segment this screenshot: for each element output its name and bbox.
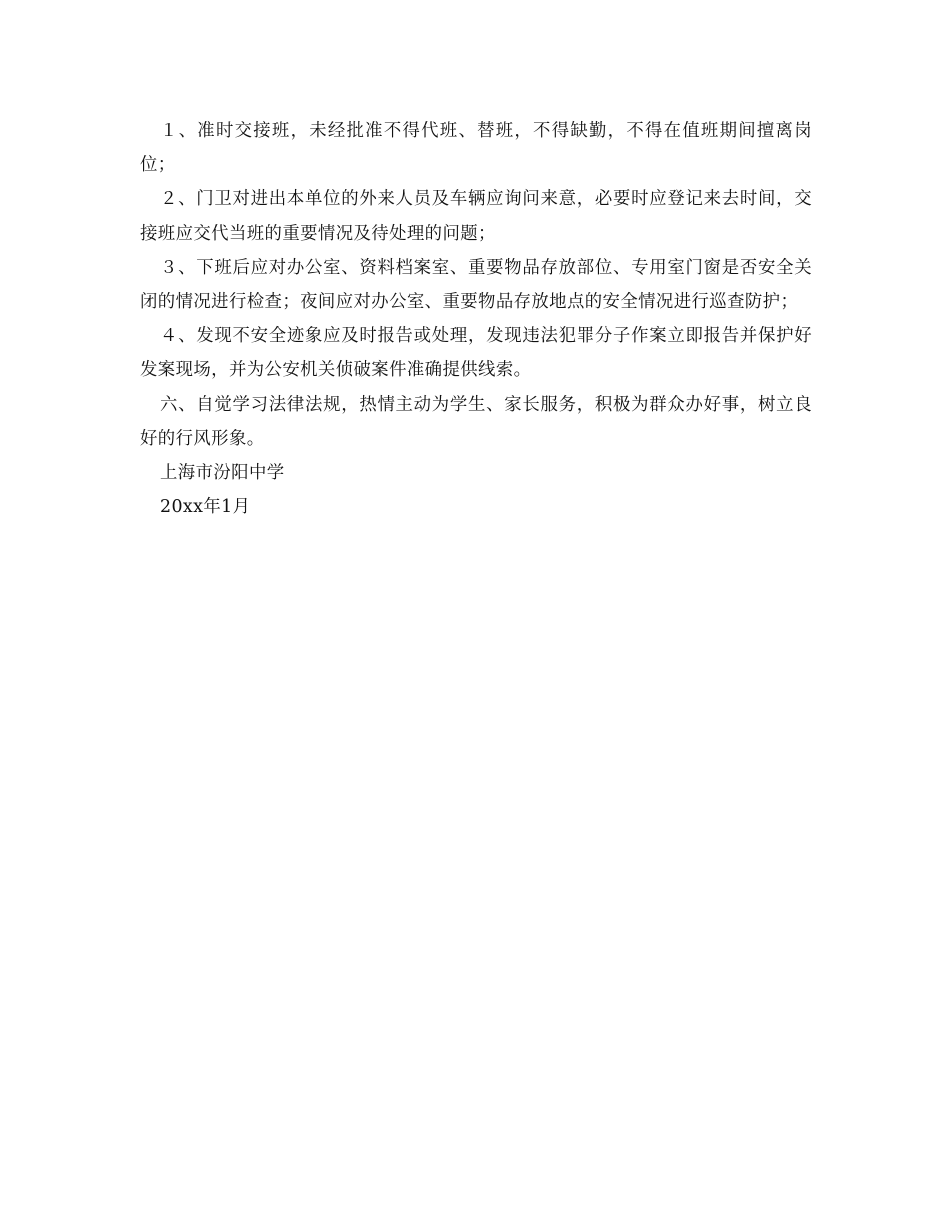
rule-item-4: ４、发现不安全迹象应及时报告或处理，发现违法犯罪分子作案立即报告并保护好发案现场，并为公安机关侦破案件准确提供线索。	[140, 326, 812, 381]
section-six: 六、自觉学习法律法规，热情主动为学生、家长服务，积极为群众办好事，树立良好的行风形象。	[140, 394, 812, 449]
rule-item-2: ２、门卫对进出本单位的外来人员及车辆应询问来意，必要时应登记来去时间，交接班应交代当班的重要情况及待处理的问题；	[140, 189, 812, 244]
rule-item-1: １、准时交接班，未经批准不得代班、替班，不得缺勤，不得在值班期间擅离岗位；	[140, 121, 812, 176]
signature-date: 20xx年1月	[160, 497, 251, 518]
rule-item-3: ３、下班后应对办公室、资料档案室、重要物品存放部位、专用室门窗是否安全关闭的情况进行检查；夜间应对办公室、重要物品存放地点的安全情况进行巡查防护；	[140, 257, 812, 313]
document-page	[140, 114, 812, 524]
signature-organization: 上海市汾阳中学	[160, 463, 285, 484]
